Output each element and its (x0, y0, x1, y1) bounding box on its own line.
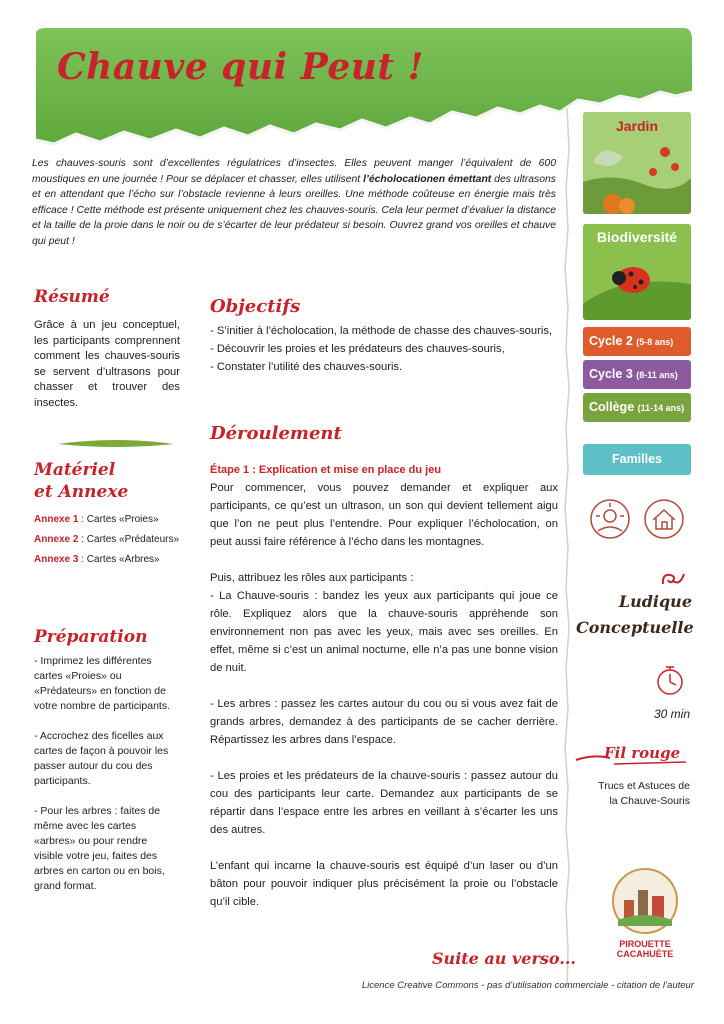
annexe-1: Annexe 1 : Cartes «Proies» (34, 514, 159, 525)
license-footer: Licence Creative Commons - pas d’utilisation commerciale - citation de l’auteur (361, 980, 694, 991)
type-ludique: Ludique (618, 592, 692, 611)
deroulement-p5: - Les proies et les prédateurs de la chauve-souris : passez autour du cou des participants leur carte. Demandez aux participants de se répartir dans l’espace entre les arbres en veillant à s’écarter les uns des autres. (210, 770, 558, 836)
intro-paragraph: Les chauves-souris sont d’excellentes régulatrices d’insectes. Elles peuvent manger l’équivalent de 600 moustiques en une journée ! Pour se déplacer et chasser, elles utilisent l’écholocationen émettant des ultrasons et en attendant que l’écho sur l’obstacle revienne à leurs oreilles. Une méthode coûteuse en énergie mais très efficace ! Cette méthode est présente uniquement chez les chauves-souris. Cela leur permet d’évaluer la distance et la taille de la proie dans le noir ou de s’écarter de leur prédateur si besoin. Ouvrez grand vos oreilles et chauve qui peut ! (32, 158, 556, 247)
resume-text: Grâce à un jeu conceptuel, les participants comprennent comment les chauves-souris se servent d’ultrasons pour chasser et trouver des insectes. (34, 319, 180, 409)
clock-icon (654, 663, 686, 697)
resume-title: Résumé (34, 287, 110, 307)
deroulement-p4: - Les arbres : passez les cartes autour du cou ou si vous avez fait de grands arbres, demandez à des participants de se cacher derrière. Répartissez les arbres dans l’espace. (210, 698, 558, 746)
preparation-step-1: - Imprimez les différentes cartes «Proies» ou «Prédateurs» en fonction de votre nombre de participants. (34, 655, 170, 712)
type-conceptuelle: Conceptuelle (576, 618, 694, 637)
preparation-step-3: - Pour les arbres : faites de même avec les cartes «arbres» ou pour rendre visible votre jeu, faites des arbres en carton ou en bois, grand format. (34, 805, 165, 892)
duration: 30 min (653, 707, 690, 721)
preparation-step-2: - Accrochez des ficelles aux cartes de façon à pouvoir les passer autour du cou des participants. (34, 730, 169, 787)
deroulement-p3: - La Chauve-souris : bandez les yeux aux participants qui joue ce rôle. Expliquez alors que la chauve-souris appréhende son environnement non pas avec les yeux, mais avec ses oreilles. En effet, même si c’est un animal nocturne, elle n’a pas une bonne vision de nuit. (210, 590, 558, 674)
preparation-text (34, 654, 176, 894)
leaf-divider (56, 438, 176, 450)
deroulement-text (210, 461, 558, 911)
preparation-title: Préparation (34, 627, 148, 647)
page-title: Chauve qui Peut ! (57, 46, 424, 88)
biodiversite-tile (583, 224, 691, 320)
college-badge: Collège (11-14 ans) (583, 393, 691, 422)
annexe-2: Annexe 2 : Cartes «Prédateurs» (34, 534, 180, 545)
etape-1-title: Étape 1 : Explication et mise en place du jeu (210, 464, 442, 476)
objectifs-title: Objectifs (210, 296, 301, 317)
objectif-3: - Constater l’utilité des chauves-souris. (210, 361, 403, 373)
suite-au-verso: Suite au verso... (432, 949, 576, 968)
outdoor-icon (588, 497, 632, 541)
deroulement-p6: L’enfant qui incarne la chauve-souris est équipé d’un laser ou d’un bâton pour pouvoir indiquer plus précisément la proie ou l’obstacle qu’il cible. (210, 860, 558, 908)
fil-rouge-title: Fil rouge (604, 744, 681, 762)
fil-rouge-text: Trucs et Astuces de la Chauve-Souris (598, 780, 690, 807)
objectif-2: - Découvrir les proies et les prédateurs des chauves-souris, (210, 343, 505, 355)
swirl-icon (660, 570, 686, 588)
jardin-label: Jardin (615, 118, 658, 134)
familles-badge: Familles (583, 444, 691, 475)
pirouette-cacahuete-logo (610, 866, 680, 936)
cycle2-badge: Cycle 2 (5-8 ans) (583, 327, 691, 356)
annexe-3: Annexe 3 : Cartes «Arbres» (34, 554, 160, 565)
objectifs-list (210, 322, 558, 376)
deroulement-p1: Pour commencer, vous pouvez demander et expliquer aux participants, ce qu’est un ultrason, un son qui devient tellement aigu que l’on ne peut plus l’entendre. Pour expliquer l’écholocation, on peut aussi faire référence à l’écho dans les montagnes. (210, 482, 558, 548)
deroulement-p2: Puis, attribuez les rôles aux participants : (210, 572, 414, 584)
materiel-list (34, 513, 180, 567)
objectif-1: - S’initier à l’écholocation, la méthode de chasse des chauves-souris, (210, 325, 553, 337)
materiel-title: Matériel et Annexe (34, 460, 129, 502)
cycle3-badge: Cycle 3 (8-11 ans) (583, 360, 691, 389)
sidebar-divider (562, 108, 572, 988)
logo-text: PIROUETTE CACAHUÈTE (616, 939, 674, 959)
biodiversite-label: Biodiversité (596, 229, 678, 245)
indoor-house-icon (642, 497, 686, 541)
deroulement-title: Déroulement (210, 423, 342, 444)
jardin-tile (583, 112, 691, 214)
